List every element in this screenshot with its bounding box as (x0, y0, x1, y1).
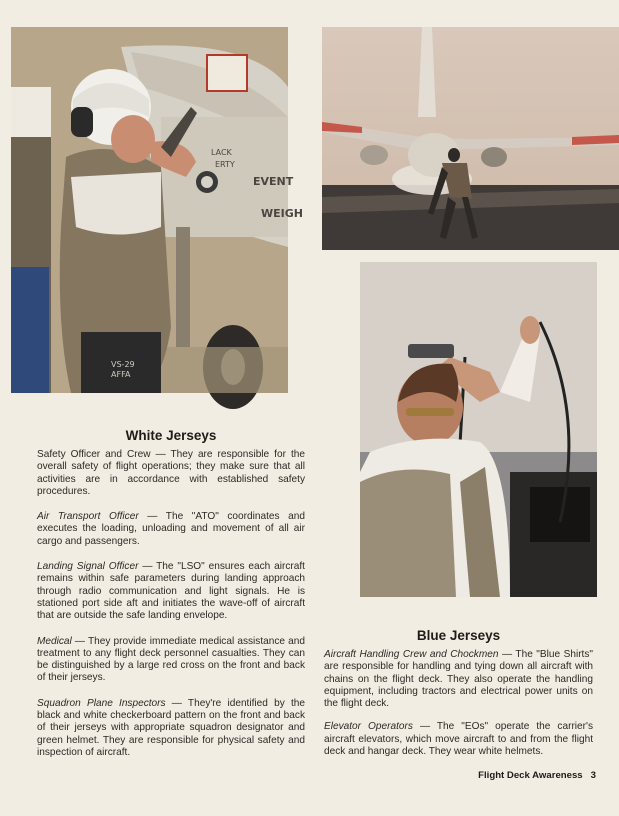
aircraft-launch-photo (322, 27, 619, 250)
page-number: 3 (590, 770, 596, 781)
medical-paragraph: Medical — They provide immediate medical assistance and treatment to any flight deck personnel casualties. They can be distinguished by a large red cross on the front and back of their jerseys. (37, 635, 305, 684)
blue-jerseys-heading: Blue Jerseys (416, 628, 501, 643)
lso-paragraph: Landing Signal Officer — The "LSO" ensures each aircraft remains within safe parameters during landing approach through radio communication and light signals. He is stationed port side aft and initiates the wave-off of aircraft that are outside the safe landing envelope. (37, 561, 305, 622)
white-jerseys-heading: White Jerseys (125, 428, 217, 443)
panel-text-weigh: WEIGH (261, 207, 303, 220)
jersey-text-1: VS-29 (111, 360, 135, 369)
elevator-operators-paragraph: Elevator Operators — The "EOs" operate the carrier's aircraft elevators, which move aircraft to and from the flight deck and hangar deck. They wear white helmets. (324, 721, 593, 758)
panel-text-event: EVENT (253, 175, 294, 188)
inspector-photo (11, 27, 303, 393)
blue-jerseys-section (324, 628, 593, 769)
page-footer (478, 770, 596, 781)
handling-crew-paragraph: Aircraft Handling Crew and Chockmen — The "Blue Shirts" are responsible for handling and tying down all aircraft with chains on the flight deck. They also operate the handling equipment, including tractors and electrical power units on the flight deck. (324, 649, 593, 710)
white-jerseys-section (37, 428, 305, 772)
crewman-photo (360, 262, 597, 597)
jersey-text-2: AFFA (111, 370, 131, 379)
panel-text-erty: ERTY (215, 160, 235, 169)
footer-title: Flight Deck Awareness (478, 770, 583, 781)
safety-officer-paragraph: Safety Officer and Crew — They are responsible for the overall safety of flight operations; they make sure that all activities are in accordance with established safety procedures. (37, 449, 305, 497)
ato-paragraph: Air Transport Officer — The "ATO" coordinates and executes the loading, unloading and movement of all air cargo and passengers. (37, 511, 305, 547)
panel-text-lack: LACK (211, 148, 232, 157)
plane-inspectors-paragraph: Squadron Plane Inspectors — They're identified by the black and white checkerboard pattern on the front and back of their jerseys with appropriate squadron designator and green helmet. They are responsible for physical safety and inspection of aircraft. (37, 697, 305, 758)
